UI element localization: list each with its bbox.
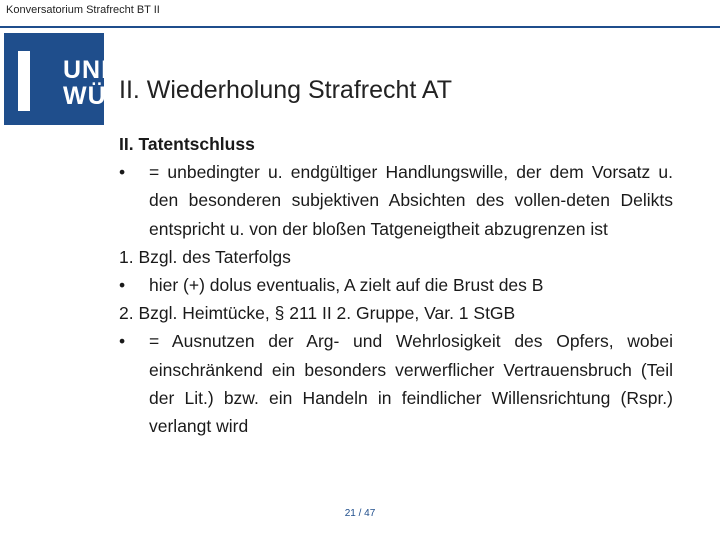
bullet-text: = unbedingter u. endgültiger Handlungswille, der dem Vorsatz u. den besonderen subjektiven Absichten des vollen-deten Delikts entspricht u. von der bloßen Tatgeneigtheit abzugrenzen ist	[149, 162, 673, 239]
numbered-item: 1. Bzgl. des Taterfolgs	[119, 246, 291, 267]
page-number: 21 / 47	[344, 508, 376, 519]
section-heading: II. Tatentschluss	[119, 134, 255, 154]
bullet-text: hier (+) dolus eventualis, A zielt auf die Brust des B	[149, 275, 544, 296]
slide-content	[119, 130, 673, 440]
bullet-item	[119, 271, 673, 299]
logo-text	[63, 57, 109, 109]
bullet-marker: •	[119, 275, 126, 296]
logo-stripe	[18, 51, 30, 111]
course-title: Konversatorium Strafrecht BT II	[6, 4, 160, 16]
bullet-marker: •	[119, 162, 126, 183]
bullet-text: = Ausnutzen der Arg- und Wehrlosigkeit des Opfers, wobei einschränkend ein besonders verwerflicher Vertrauensbruch (Teil der Lit.) bzw. ein Handeln in feindlicher Willensrichtung (Rspr.) verlangt wird	[149, 331, 673, 437]
logo-line-1: UNI	[63, 56, 110, 84]
university-logo	[4, 33, 110, 125]
header-divider	[0, 26, 720, 28]
bullet-item	[119, 158, 673, 243]
numbered-item: 2. Bzgl. Heimtücke, § 211 II 2. Gruppe, Var. 1 StGB	[119, 303, 516, 324]
slide-title: II. Wiederholung Strafrecht AT	[119, 76, 453, 104]
bullet-item	[119, 327, 673, 440]
bullet-marker: •	[119, 331, 126, 352]
logo-line-2: WÜ	[63, 82, 107, 110]
